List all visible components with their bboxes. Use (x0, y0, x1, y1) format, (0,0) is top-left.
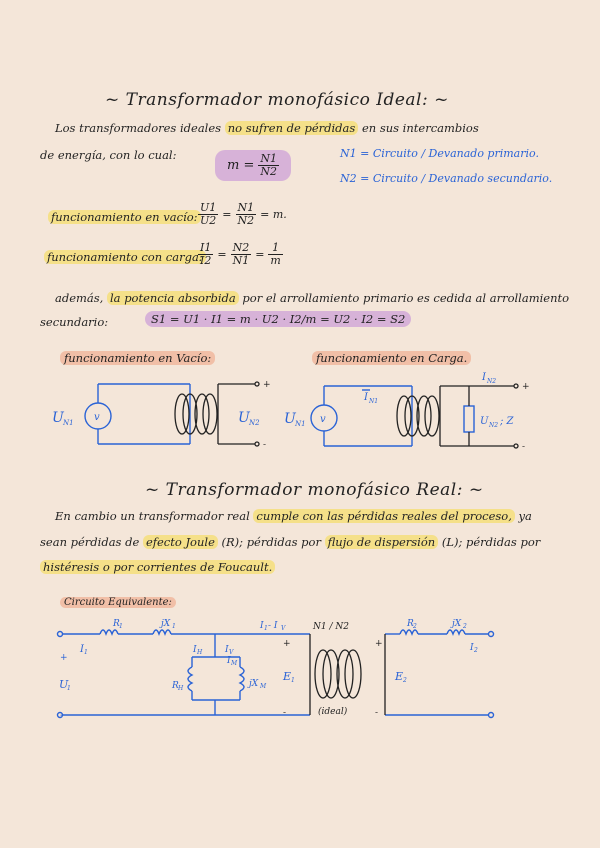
svg-text:R: R (407, 619, 414, 629)
svg-text:I: I (260, 621, 264, 631)
svg-text:N1: N1 (369, 398, 379, 405)
svg-text:U: U (238, 410, 250, 426)
real-paragraph-line2 (40, 535, 540, 549)
real-title: ~ Transformador monofásico Real: ~ (145, 480, 484, 500)
svg-text:jX: jX (452, 619, 462, 629)
svg-text:I: I (470, 643, 474, 653)
eq-n2b: N2 (232, 241, 250, 254)
inductor-x1-icon (153, 630, 171, 634)
real-paragraph-line3 (40, 560, 275, 574)
eq-n1b: N1 (232, 254, 250, 267)
svg-text:I: I (227, 656, 231, 666)
def-n2: N2 = Circuito / Devanado secundario. (340, 172, 553, 185)
ratio-n1: N1 (260, 152, 277, 165)
svg-text:N1: N1 (295, 420, 306, 428)
ratio-m: m = (227, 158, 255, 173)
circ-carga-label-text: funcionamiento en Carga. (312, 351, 471, 365)
resistor-r1-icon (100, 630, 118, 634)
svg-text:1: 1 (172, 623, 176, 630)
svg-text:- I: - I (268, 621, 278, 631)
ademas-text: además, (55, 291, 104, 305)
svg-text:I: I (80, 644, 84, 655)
vacio-label-text: funcionamiento en vacío: (48, 210, 201, 224)
ideal-text: Los transformadores ideales (55, 121, 222, 135)
svg-text:+: + (522, 382, 530, 392)
eq-tail: = m. (260, 208, 287, 221)
carga-equation: $\frac{I1}{I2}$ = $\frac{N2}{N1}$ = $\frac{1}{m}$ (200, 241, 281, 267)
real-highlight-joule: efecto Joule (143, 535, 218, 549)
ideal-text: en sus intercambios (361, 121, 479, 135)
svg-text:I: I (482, 372, 486, 383)
svg-text:I: I (193, 645, 197, 655)
svg-text:+: + (263, 380, 271, 390)
ratio-label: N1 / N2 (313, 622, 349, 632)
real-paragraph-line1 (55, 509, 532, 523)
circ-vacio-label (60, 351, 215, 365)
power-equation (145, 312, 411, 326)
svg-text:R: R (113, 619, 120, 629)
svg-text:-: - (522, 442, 526, 452)
svg-text:1: 1 (264, 625, 268, 632)
vacio-label (48, 210, 201, 224)
real-highlight-losses: cumple con las pérdidas reales del proceso, (253, 509, 514, 523)
svg-text:2: 2 (463, 623, 467, 630)
eq-i1: I1 (200, 241, 212, 254)
svg-text:+: + (283, 639, 291, 649)
svg-text:N2: N2 (487, 378, 497, 385)
svg-text:M: M (231, 660, 238, 667)
eq-one: 1 (268, 242, 282, 255)
carga-label-text: funcionamiento con carga: (44, 250, 206, 264)
svg-text:E: E (395, 670, 404, 683)
eq-i2: I2 (200, 254, 212, 267)
svg-text:-: - (375, 708, 379, 718)
ideal-transformer-icon (310, 634, 385, 715)
circ-vacio-label-text: funcionamiento en Vacío: (60, 351, 215, 365)
real-text: En cambio un transformador real (55, 509, 250, 523)
ademas-text-b: por el arrollamiento primario es cedida al arrollamiento (242, 291, 570, 305)
equivalent-circuit-diagram (55, 612, 505, 732)
secundario-text: secundario: (40, 315, 109, 329)
carga-label (44, 250, 206, 264)
ratio-n2: N2 (260, 165, 277, 178)
svg-text:1: 1 (119, 623, 123, 630)
real-text: (R); pérdidas por (221, 535, 321, 549)
svg-text:v: v (94, 412, 100, 423)
real-text: ya (518, 509, 532, 523)
svg-text:E: E (283, 670, 292, 683)
vacio-circuit-diagram (50, 372, 290, 452)
vacio-equation: $\frac{U1}{U2}$ = $\frac{N1}{N2}$ = m. (200, 201, 287, 227)
ideal-highlight-no-losses: no sufren de pérdidas (225, 121, 359, 135)
svg-text:; Z: ; Z (500, 416, 514, 427)
svg-text:-: - (60, 710, 64, 721)
equivalent-circuit-label (60, 597, 176, 608)
real-text: (L); pérdidas por (441, 535, 541, 549)
ideal-title: ~ Transformador monofásico Ideal: ~ (105, 90, 449, 110)
svg-text:M: M (260, 683, 267, 690)
def-n1: N1 = Circuito / Devanado primario. (340, 147, 539, 160)
svg-text:jX: jX (249, 679, 259, 689)
eq-n1: N1 (237, 201, 255, 214)
ademas-line (55, 291, 569, 305)
svg-text:2: 2 (474, 647, 478, 654)
svg-text:2: 2 (403, 677, 407, 684)
svg-text:2: 2 (413, 623, 417, 630)
inductor-xm-icon (240, 667, 244, 691)
svg-text:1: 1 (291, 677, 295, 684)
svg-text:R: R (172, 681, 179, 691)
svg-text:U: U (480, 416, 489, 427)
svg-text:+: + (375, 639, 383, 649)
real-text: sean pérdidas de (40, 535, 140, 549)
svg-text:-: - (263, 440, 267, 450)
svg-text:N2: N2 (249, 419, 260, 427)
svg-text:I: I (225, 645, 229, 655)
svg-text:U: U (52, 410, 64, 426)
svg-text:N2: N2 (489, 422, 499, 429)
eq-m: m (270, 254, 281, 267)
power-equation-text: S1 = U1 · I1 = m · U2 · I2/m = U2 · I2 = S2 (145, 311, 411, 327)
svg-text:+: + (60, 653, 68, 663)
carga-circuit-diagram (282, 368, 552, 452)
ratio-formula (215, 150, 291, 181)
svg-text:H: H (197, 649, 203, 656)
ideal-paragraph-line1 (55, 121, 479, 135)
svg-text:I: I (364, 392, 368, 403)
equivalent-circuit-label-text: Circuito Equivalente: (60, 597, 176, 608)
ideal-paragraph-line2: de energía, con lo cual: (40, 148, 177, 162)
svg-text:1: 1 (67, 685, 71, 692)
svg-text:U: U (59, 678, 69, 691)
svg-text:V: V (281, 625, 286, 632)
svg-text:jX: jX (161, 619, 171, 629)
svg-text:N1: N1 (63, 419, 74, 427)
eq-n2: N2 (237, 214, 255, 227)
eq-u1: U1 (200, 201, 217, 214)
ideal-label: (ideal) (318, 707, 348, 717)
svg-text:H: H (178, 685, 184, 692)
eq-u2: U2 (200, 214, 217, 227)
svg-text:-: - (283, 708, 287, 718)
svg-text:U: U (284, 411, 296, 427)
svg-text:1: 1 (84, 649, 88, 656)
circ-carga-label (312, 351, 471, 365)
svg-text:v: v (320, 414, 326, 425)
svg-text:V: V (229, 649, 234, 656)
real-highlight-hysteresis: histéresis o por corrientes de Foucault. (40, 560, 275, 574)
real-highlight-dispersion: flujo de dispersión (325, 535, 439, 549)
ademas-highlight: la potencia absorbida (107, 291, 239, 305)
resistor-rh-icon (188, 667, 192, 691)
